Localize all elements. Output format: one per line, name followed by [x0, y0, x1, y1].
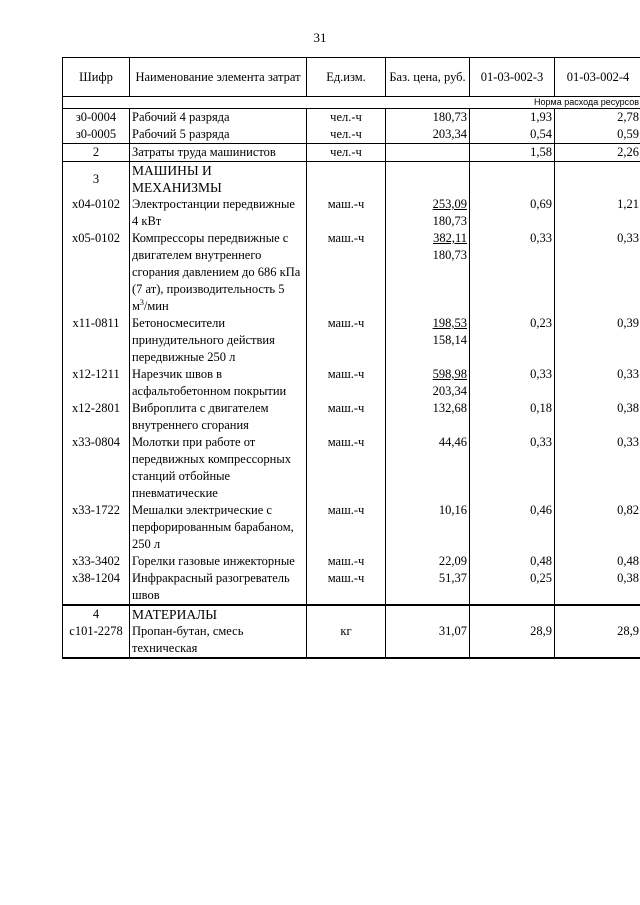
cell-code: 2 [63, 144, 130, 162]
section-row [63, 605, 640, 623]
cell-unit: чел.-ч [307, 126, 386, 144]
cell-price [386, 196, 470, 230]
header-col1: 01-03-002-3 [470, 58, 555, 97]
header-price: Баз. цена, руб. [386, 58, 470, 97]
cell-name: Мешалки электрические с перфорированным барабаном, 250 л [130, 502, 307, 553]
cell-name: Горелки газовые инжекторные [130, 553, 307, 570]
cell-unit: маш.-ч [307, 553, 386, 570]
cell-name: Рабочий 4 разряда [130, 109, 307, 127]
unit-rest: /мин [143, 299, 169, 313]
header-code: Шифр [63, 58, 130, 97]
table-row [63, 400, 640, 434]
section-row [63, 162, 640, 197]
cell-code: с101-2278 [63, 623, 130, 658]
cell-name: Электростанции передвижные 4 кВт [130, 196, 307, 230]
section-title: МАТЕРИАЛЫ [130, 605, 307, 623]
cell-unit: маш.-ч [307, 196, 386, 230]
cell-col2: 0,48 [555, 553, 640, 570]
price-value: 253,09 [432, 197, 467, 211]
cell-code: х33-0804 [63, 434, 130, 502]
cell-col2: 28,9 [555, 623, 640, 658]
cell-unit: чел.-ч [307, 144, 386, 162]
section-title: МАШИНЫ И МЕХАНИЗМЫ [130, 162, 307, 197]
cell-price: 203,34 [386, 126, 470, 144]
cell-col1: 0,69 [470, 196, 555, 230]
price-value: 198,53 [432, 316, 467, 330]
table-row [63, 434, 640, 502]
cell-col2: 2,78 [555, 109, 640, 127]
unit-base: м [132, 299, 140, 313]
cell-name: Бетоносмесители принудительного действия передвижные 250 л [130, 315, 307, 366]
cell-col1: 0,33 [470, 230, 555, 315]
cell-code: 3 [63, 162, 130, 197]
cell-name: Рабочий 5 разряда [130, 126, 307, 144]
cell-unit: маш.-ч [307, 570, 386, 605]
cell-price: 31,07 [386, 623, 470, 658]
cell-code: х33-3402 [63, 553, 130, 570]
table-row [63, 623, 640, 658]
price-sub-value: 180,73 [432, 214, 467, 228]
cell-price: 132,68 [386, 400, 470, 434]
cell-name-text: Компрессоры передвижные с двигателем внутреннего сгорания давлением до 686 кПа (7 ат), производительность 5 [132, 231, 301, 296]
cell-price [386, 366, 470, 400]
price-sub-value: 180,73 [432, 248, 467, 262]
cell-unit: маш.-ч [307, 230, 386, 315]
cell-name: Пропан-бутан, смесь техническая [130, 623, 307, 658]
cell-code: х38-1204 [63, 570, 130, 605]
resource-table [62, 57, 640, 659]
cell-name: Виброплита с двигателем внутреннего сгорания [130, 400, 307, 434]
cell-col1: 0,25 [470, 570, 555, 605]
cell-price [386, 144, 470, 162]
unit-superscript: 3 [139, 297, 144, 307]
cell-col2: 0,33 [555, 434, 640, 502]
cell-code: х12-1211 [63, 366, 130, 400]
cell-unit: маш.-ч [307, 502, 386, 553]
cell-col2: 1,21 [555, 196, 640, 230]
cell-unit: маш.-ч [307, 315, 386, 366]
cell-name: Молотки при работе от передвижных компрессорных станций отбойные пневматические [130, 434, 307, 502]
price-value: 598,98 [432, 367, 467, 381]
cell-col1: 1,93 [470, 109, 555, 127]
cell-code: х12-2801 [63, 400, 130, 434]
table-row [63, 570, 640, 605]
table-row [63, 553, 640, 570]
cell-col1: 1,58 [470, 144, 555, 162]
cell-price: 180,73 [386, 109, 470, 127]
cell-unit: маш.-ч [307, 434, 386, 502]
page-number: 31 [313, 30, 327, 45]
cell-unit: маш.-ч [307, 400, 386, 434]
price-value: 382,11 [433, 231, 467, 245]
cell-name [130, 230, 307, 315]
cell-col2: 0,38 [555, 400, 640, 434]
table-header-row [63, 58, 640, 97]
table-row [63, 144, 640, 162]
header-col2: 01-03-002-4 [555, 58, 640, 97]
cell-unit: чел.-ч [307, 109, 386, 127]
cell-col1: 28,9 [470, 623, 555, 658]
table-row [63, 109, 640, 127]
table-row [63, 126, 640, 144]
norm-row [63, 97, 640, 109]
cell-col1: 0,48 [470, 553, 555, 570]
table-row [63, 196, 640, 230]
table-row [63, 315, 640, 366]
cell-code: з0-0004 [63, 109, 130, 127]
cell-code: з0-0005 [63, 126, 130, 144]
cell-price [386, 315, 470, 366]
cell-col1: 0,33 [470, 366, 555, 400]
header-name: Наименование элемента затрат [130, 58, 307, 97]
cell-code: х11-0811 [63, 315, 130, 366]
cell-col2: 0,38 [555, 570, 640, 605]
cell-price: 44,46 [386, 434, 470, 502]
cell-code: 4 [63, 605, 130, 623]
price-sub-value: 203,34 [432, 384, 467, 398]
cell-code: х33-1722 [63, 502, 130, 553]
cell-code: х05-0102 [63, 230, 130, 315]
table-row [63, 366, 640, 400]
cell-unit: маш.-ч [307, 366, 386, 400]
cell-name: Нарезчик швов в асфальтобетонном покрытии [130, 366, 307, 400]
cell-col1: 0,18 [470, 400, 555, 434]
cell-col2: 0,82 [555, 502, 640, 553]
cell-col1: 0,54 [470, 126, 555, 144]
cell-col2: 0,39 [555, 315, 640, 366]
header-unit: Ед.изм. [307, 58, 386, 97]
cell-price: 51,37 [386, 570, 470, 605]
cell-col1: 0,33 [470, 434, 555, 502]
norm-label: Норма расхода ресурсов [63, 97, 640, 109]
cell-col1: 0,46 [470, 502, 555, 553]
cell-col2: 2,26 [555, 144, 640, 162]
cell-price [386, 230, 470, 315]
cell-code: х04-0102 [63, 196, 130, 230]
cell-name: Затраты труда машинистов [130, 144, 307, 162]
cell-unit: кг [307, 623, 386, 658]
cell-col1: 0,23 [470, 315, 555, 366]
cell-name: Инфракрасный разогреватель швов [130, 570, 307, 605]
cell-price: 22,09 [386, 553, 470, 570]
table-row [63, 230, 640, 315]
cell-price: 10,16 [386, 502, 470, 553]
cell-col2: 0,33 [555, 230, 640, 315]
cell-col2: 0,59 [555, 126, 640, 144]
table-row [63, 502, 640, 553]
cell-col2: 0,33 [555, 366, 640, 400]
price-sub-value: 158,14 [432, 333, 467, 347]
